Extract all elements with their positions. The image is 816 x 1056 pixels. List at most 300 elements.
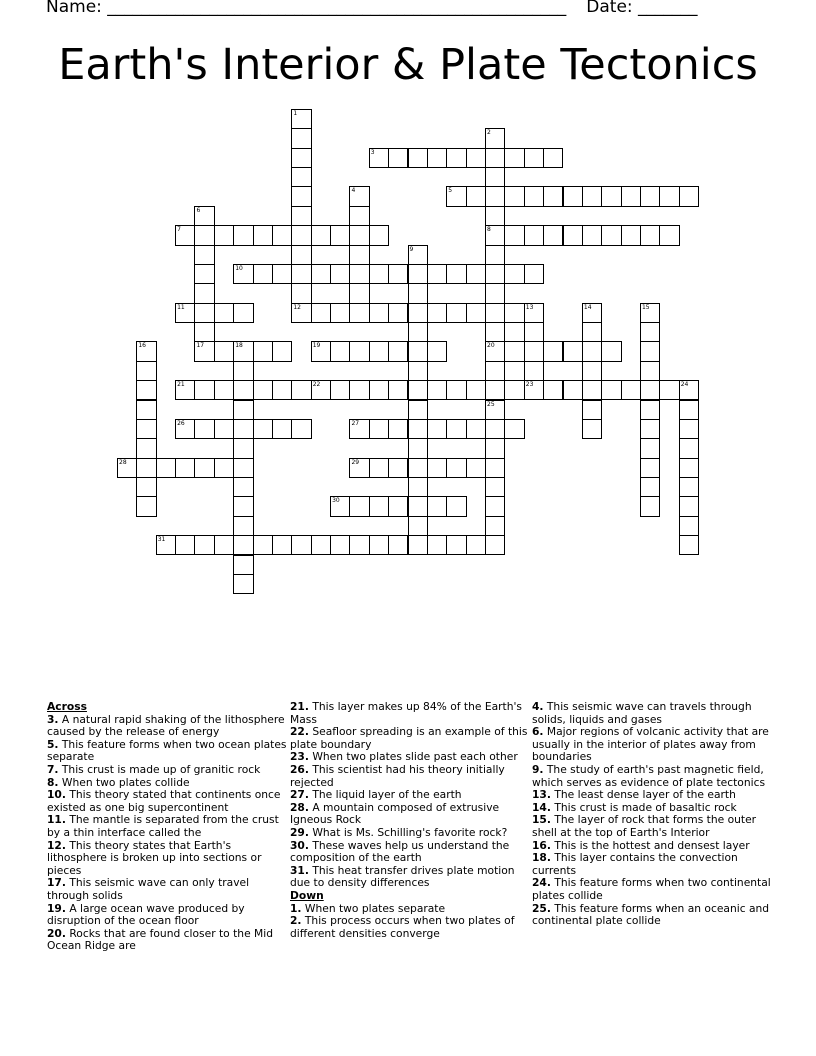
crossword-cell[interactable] (194, 380, 214, 400)
crossword-cell[interactable] (388, 496, 408, 516)
clue-text: This heat transfer drives plate motion due to density differences (290, 863, 515, 890)
crossword-cell[interactable] (408, 148, 428, 168)
crossword-cell[interactable] (311, 225, 331, 245)
cell-number: 12 (293, 303, 301, 311)
cell-number: 1 (293, 110, 298, 117)
crossword-cell[interactable] (466, 264, 486, 284)
crossword-cell[interactable] (194, 322, 214, 342)
crossword-cell[interactable] (601, 186, 621, 206)
crossword-cell[interactable] (194, 225, 214, 245)
crossword-cell[interactable] (233, 438, 253, 458)
crossword-cell[interactable] (349, 225, 369, 245)
crossword-cell[interactable] (408, 380, 428, 400)
crossword-cell[interactable] (253, 535, 273, 555)
down-clue (290, 915, 530, 940)
crossword-cell[interactable] (388, 303, 408, 323)
across-clue (47, 814, 287, 839)
crossword-cell[interactable] (233, 225, 253, 245)
crossword-cell[interactable] (679, 458, 699, 478)
clue-number: 21. (290, 700, 309, 713)
crossword-cell[interactable] (524, 148, 544, 168)
crossword-cell[interactable] (408, 535, 428, 555)
crossword-cell[interactable] (640, 361, 660, 381)
crossword-cell[interactable] (485, 264, 505, 284)
clue-number: 8. (47, 775, 59, 789)
clue-number: 18. (532, 851, 551, 865)
crossword-cell[interactable] (233, 303, 253, 323)
crossword-cell[interactable] (659, 186, 679, 206)
cell-number: 8 (487, 226, 491, 234)
crossword-cell[interactable] (369, 380, 389, 400)
crossword-cell[interactable] (504, 303, 524, 323)
crossword-cell[interactable] (408, 341, 428, 361)
clue-number: 19. (47, 901, 66, 915)
across-clue (47, 903, 287, 928)
crossword-cell[interactable] (563, 225, 583, 245)
crossword-cell[interactable] (311, 303, 331, 323)
crossword-cell[interactable] (466, 303, 486, 323)
crossword-cell[interactable] (136, 477, 156, 497)
crossword-cell[interactable] (466, 458, 486, 478)
cell-number: 15 (641, 303, 650, 311)
crossword-cell[interactable] (194, 535, 214, 555)
crossword-cell[interactable] (640, 341, 660, 361)
crossword-cell[interactable] (640, 400, 660, 420)
crossword-cell[interactable] (504, 264, 524, 284)
crossword-cell[interactable] (446, 458, 466, 478)
crossword-cell[interactable] (388, 264, 408, 284)
crossword-cell[interactable] (543, 225, 563, 245)
crossword-cell[interactable] (388, 419, 408, 439)
crossword-cell[interactable] (330, 303, 350, 323)
crossword-cell[interactable] (349, 206, 369, 226)
crossword-cell[interactable] (524, 341, 544, 361)
crossword-cell[interactable] (156, 458, 176, 478)
crossword-cell[interactable] (194, 303, 214, 323)
crossword-cell[interactable] (485, 148, 505, 168)
crossword-cell[interactable] (563, 341, 583, 361)
crossword-cell[interactable] (233, 516, 253, 536)
crossword-cell[interactable] (408, 516, 428, 536)
crossword-cell[interactable] (504, 186, 524, 206)
crossword-cell[interactable] (485, 496, 505, 516)
crossword-cell[interactable] (679, 186, 699, 206)
cell-number: 16 (138, 342, 146, 350)
crossword-cell[interactable] (408, 283, 428, 303)
crossword-cell[interactable] (408, 477, 428, 497)
crossword-cell[interactable] (621, 186, 641, 206)
crossword-cell[interactable] (194, 264, 214, 284)
clue-number: 20. (47, 926, 66, 940)
crossword-cell[interactable] (640, 380, 660, 400)
crossword-cell[interactable] (291, 419, 311, 439)
crossword-cell[interactable] (466, 419, 486, 439)
clue-number: 17. (47, 876, 66, 890)
clue-text: What is Ms. Schilling's favorite rock? (308, 825, 508, 839)
crossword-cell[interactable] (408, 438, 428, 458)
cell-number: 3 (370, 148, 375, 156)
crossword-cell[interactable] (485, 283, 505, 303)
crossword-cell[interactable] (485, 361, 505, 381)
crossword-cell[interactable] (582, 380, 602, 400)
clue-number: 29. (290, 825, 309, 839)
cell-number: 20 (487, 342, 495, 350)
crossword-cell[interactable] (233, 400, 253, 420)
crossword-cell[interactable] (272, 225, 292, 245)
clue-number: 28. (290, 800, 309, 814)
clue-text: This theory states that Earth's lithosphere is broken up into sections or pieces (47, 838, 262, 877)
crossword-cell[interactable] (504, 341, 524, 361)
crossword-cell[interactable] (291, 225, 311, 245)
crossword-cell[interactable] (582, 361, 602, 381)
crossword-cell[interactable] (291, 148, 311, 168)
clue-number: 26. (290, 762, 309, 776)
crossword-cell[interactable] (446, 496, 466, 516)
crossword-cell[interactable] (291, 283, 311, 303)
clues-column-3 (532, 701, 772, 928)
crossword-cell[interactable] (388, 341, 408, 361)
cell-number: 13 (525, 303, 534, 311)
crossword-cell[interactable] (194, 245, 214, 265)
crossword-cell[interactable] (485, 380, 505, 400)
across-clue (47, 739, 287, 764)
crossword-cell[interactable] (233, 477, 253, 497)
down-clue (532, 877, 772, 902)
crossword-cell[interactable] (349, 283, 369, 303)
crossword-cell[interactable] (194, 458, 214, 478)
crossword-cell[interactable] (175, 535, 195, 555)
crossword-cell[interactable] (659, 380, 679, 400)
crossword-cell[interactable] (136, 438, 156, 458)
crossword-cell[interactable] (369, 496, 389, 516)
crossword-cell[interactable] (136, 496, 156, 516)
crossword-cell[interactable] (136, 400, 156, 420)
crossword-cell[interactable] (485, 458, 505, 478)
clue-text: Seafloor spreading is an example of this plate boundary (290, 725, 528, 751)
crossword-cell[interactable] (369, 225, 389, 245)
name-field[interactable]: Name: ______________________________________________________ (46, 0, 567, 17)
crossword-cell[interactable] (330, 264, 350, 284)
crossword-cell[interactable] (214, 458, 234, 478)
crossword-cell[interactable] (485, 322, 505, 342)
crossword-cell[interactable] (679, 535, 699, 555)
crossword-cell[interactable] (466, 535, 486, 555)
crossword-cell[interactable] (349, 535, 369, 555)
clue-text: This process occurs when two plates of different densities converge (290, 914, 515, 940)
crossword-cell[interactable] (408, 303, 428, 323)
cell-number: 30 (332, 497, 340, 505)
crossword-cell[interactable] (330, 341, 350, 361)
crossword-cell[interactable] (563, 380, 583, 400)
crossword-cell[interactable] (272, 341, 292, 361)
crossword-cell[interactable] (369, 458, 389, 478)
cell-number: 17 (196, 342, 205, 350)
crossword-cell[interactable] (349, 264, 369, 284)
crossword-cell[interactable] (253, 264, 273, 284)
crossword-cell[interactable] (311, 535, 331, 555)
clue-text: This scientist had his theory initially rejected (290, 762, 505, 789)
crossword-cell[interactable] (640, 496, 660, 516)
clue-text: This layer makes up 84% of the Earth's Mass (290, 700, 522, 726)
clue-text: Rocks that are found closer to the Mid Ocean Ridge are (47, 926, 274, 953)
clue-text: This layer contains the convection currents (532, 851, 738, 877)
crossword-cell[interactable] (640, 458, 660, 478)
crossword-cell[interactable] (485, 186, 505, 206)
crossword-cell[interactable] (233, 555, 253, 575)
across-clue (47, 928, 287, 953)
crossword-cell[interactable] (330, 535, 350, 555)
clue-number: 10. (47, 788, 66, 802)
crossword-cell[interactable] (679, 477, 699, 497)
crossword-cell[interactable] (388, 535, 408, 555)
crossword-cell[interactable] (272, 535, 292, 555)
crossword-cell[interactable] (485, 438, 505, 458)
crossword-cell[interactable] (427, 341, 447, 361)
crossword-cell[interactable] (427, 458, 447, 478)
crossword-cell[interactable] (272, 380, 292, 400)
crossword-cell[interactable] (349, 303, 369, 323)
across-clue (290, 701, 530, 726)
crossword-cell[interactable] (330, 225, 350, 245)
crossword-cell[interactable] (136, 361, 156, 381)
crossword-cell[interactable] (233, 361, 253, 381)
crossword-cell[interactable] (136, 419, 156, 439)
crossword-cell[interactable] (485, 477, 505, 497)
crossword-cell[interactable] (524, 361, 544, 381)
crossword-cell[interactable] (253, 419, 273, 439)
crossword-cell[interactable] (427, 535, 447, 555)
crossword-cell[interactable] (253, 225, 273, 245)
page-title: Earth's Interior & Plate Tectonics (58, 40, 758, 90)
crossword-cell[interactable] (311, 264, 331, 284)
crossword-cell[interactable] (601, 225, 621, 245)
crossword-cell[interactable] (504, 380, 524, 400)
crossword-cell[interactable] (582, 322, 602, 342)
crossword-cell[interactable] (582, 419, 602, 439)
crossword-cell[interactable] (253, 380, 273, 400)
crossword-cell[interactable] (640, 419, 660, 439)
crossword-cell[interactable] (175, 458, 195, 478)
crossword-cell[interactable] (582, 341, 602, 361)
clue-number: 14. (532, 800, 551, 814)
crossword-cell[interactable] (388, 458, 408, 478)
crossword-cell[interactable] (291, 380, 311, 400)
down-heading: Down (290, 888, 324, 902)
cell-number: 2 (487, 129, 491, 137)
across-clue (290, 802, 530, 827)
crossword-cell[interactable] (524, 322, 544, 342)
crossword-cell[interactable] (233, 496, 253, 516)
crossword-cell[interactable] (524, 264, 544, 284)
crossword-cell[interactable] (504, 225, 524, 245)
crossword-cell[interactable] (291, 128, 311, 148)
crossword-cell[interactable] (388, 380, 408, 400)
crossword-cell[interactable] (485, 206, 505, 226)
crossword-cell[interactable] (485, 535, 505, 555)
cell-number: 29 (351, 458, 360, 466)
crossword-cell[interactable] (485, 303, 505, 323)
crossword-cell[interactable] (659, 225, 679, 245)
date-field[interactable]: Date: _______ (586, 0, 698, 17)
crossword-cell[interactable] (582, 225, 602, 245)
cell-number: 27 (351, 419, 360, 427)
clue-text: This feature forms when an oceanic and continental plate collide (532, 901, 770, 928)
crossword-cell[interactable] (427, 264, 447, 284)
clue-number: 15. (532, 813, 551, 827)
crossword-cell[interactable] (388, 148, 408, 168)
crossword-cell[interactable] (485, 516, 505, 536)
crossword-cell[interactable] (621, 380, 641, 400)
crossword-cell[interactable] (446, 535, 466, 555)
crossword-cell[interactable] (408, 322, 428, 342)
crossword-cell[interactable] (214, 303, 234, 323)
crossword-cell[interactable] (233, 458, 253, 478)
crossword-cell[interactable] (408, 264, 428, 284)
crossword-cell[interactable] (524, 186, 544, 206)
clue-text: Major regions of volcanic activity that are usually in the interior of plates away from boundaries (532, 725, 769, 764)
crossword-cell[interactable] (272, 264, 292, 284)
crossword-cell[interactable] (214, 341, 234, 361)
across-clue (47, 877, 287, 902)
clue-number: 9. (532, 762, 544, 776)
crossword-cell[interactable] (214, 380, 234, 400)
crossword-cell[interactable] (291, 186, 311, 206)
crossword-cell[interactable] (349, 496, 369, 516)
crossword-cell[interactable] (214, 535, 234, 555)
cell-number: 18 (235, 342, 243, 350)
down-clue (532, 814, 772, 839)
crossword-cell[interactable] (640, 477, 660, 497)
crossword-cell[interactable] (349, 341, 369, 361)
crossword-cell[interactable] (369, 535, 389, 555)
down-clue (532, 903, 772, 928)
crossword-cell[interactable] (543, 148, 563, 168)
crossword-cell[interactable] (291, 167, 311, 187)
crossword-cell[interactable] (233, 419, 253, 439)
crossword-cell[interactable] (427, 303, 447, 323)
crossword-cell[interactable] (679, 438, 699, 458)
crossword-cell[interactable] (485, 167, 505, 187)
crossword-cell[interactable] (136, 458, 156, 478)
crossword-cell[interactable] (369, 303, 389, 323)
crossword-cell[interactable] (233, 535, 253, 555)
crossword-cell[interactable] (446, 380, 466, 400)
crossword-cell[interactable] (543, 186, 563, 206)
cell-number: 7 (177, 226, 181, 234)
crossword-cell[interactable] (543, 341, 563, 361)
crossword-cell[interactable] (679, 496, 699, 516)
crossword-cell[interactable] (194, 283, 214, 303)
crossword-cell[interactable] (427, 148, 447, 168)
clue-text: This crust is made of basaltic rock (550, 800, 737, 814)
across-clue (290, 726, 530, 751)
crossword-cell[interactable] (369, 341, 389, 361)
crossword-cell[interactable] (253, 341, 273, 361)
crossword-cell[interactable] (601, 341, 621, 361)
crossword-cell[interactable] (466, 186, 486, 206)
crossword-cell[interactable] (214, 419, 234, 439)
crossword-cell[interactable] (427, 496, 447, 516)
crossword-cell[interactable] (427, 380, 447, 400)
crossword-cell[interactable] (524, 225, 544, 245)
crossword-cell[interactable] (504, 419, 524, 439)
clue-text: This theory stated that continents once existed as one big supercontinent (47, 788, 281, 814)
crossword-cell[interactable] (272, 419, 292, 439)
crossword-cell[interactable] (291, 245, 311, 265)
crossword-cell[interactable] (330, 380, 350, 400)
crossword-cell[interactable] (640, 322, 660, 342)
across-clue (47, 840, 287, 878)
crossword-cell[interactable] (504, 148, 524, 168)
crossword-cell[interactable] (233, 380, 253, 400)
clue-number: 24. (532, 876, 551, 890)
clue-text: The least dense layer of the earth (550, 788, 736, 802)
crossword-cell[interactable] (408, 496, 428, 516)
crossword-cell[interactable] (194, 419, 214, 439)
crossword-cell[interactable] (679, 516, 699, 536)
clue-number: 16. (532, 838, 551, 852)
crossword-cell[interactable] (601, 380, 621, 400)
cell-number: 5 (448, 187, 453, 195)
across-clue (290, 764, 530, 789)
crossword-cell[interactable] (679, 400, 699, 420)
crossword-cell[interactable] (485, 419, 505, 439)
crossword-cell[interactable] (446, 264, 466, 284)
clue-text: The study of earth's past magnetic field, which serves as evidence of plate tectonics (532, 762, 766, 789)
crossword-cell[interactable] (291, 264, 311, 284)
crossword-cell[interactable] (466, 148, 486, 168)
crossword-cell[interactable] (408, 458, 428, 478)
clue-number: 11. (47, 813, 66, 827)
crossword-cell[interactable] (369, 419, 389, 439)
crossword-cell[interactable] (408, 419, 428, 439)
crossword-cell[interactable] (640, 225, 660, 245)
crossword-cell[interactable] (621, 225, 641, 245)
crossword-cell[interactable] (369, 264, 389, 284)
crossword-cell[interactable] (543, 380, 563, 400)
clue-number: 13. (532, 788, 551, 802)
cell-number: 23 (525, 381, 534, 389)
down-clue (532, 726, 772, 764)
crossword-cell[interactable] (582, 400, 602, 420)
crossword-cell[interactable] (408, 361, 428, 381)
crossword-cell[interactable] (563, 186, 583, 206)
crossword-cell[interactable] (349, 380, 369, 400)
crossword-cell[interactable] (291, 535, 311, 555)
across-clue (47, 714, 287, 739)
crossword-cell[interactable] (679, 419, 699, 439)
crossword-cell[interactable] (446, 148, 466, 168)
crossword-cell[interactable] (291, 206, 311, 226)
cell-number: 31 (157, 536, 166, 544)
crossword-cell[interactable] (349, 245, 369, 265)
crossword-cell[interactable] (136, 380, 156, 400)
crossword-cell[interactable] (446, 419, 466, 439)
crossword-cell[interactable] (582, 186, 602, 206)
clue-text: These waves help us understand the composition of the earth (290, 838, 510, 865)
crossword-cell[interactable] (446, 303, 466, 323)
crossword-cell[interactable] (214, 225, 234, 245)
down-clue (532, 764, 772, 789)
crossword-cell[interactable] (233, 574, 253, 594)
crossword-cell[interactable] (640, 438, 660, 458)
cell-number: 11 (177, 303, 185, 311)
crossword-cell[interactable] (466, 380, 486, 400)
crossword-cell[interactable] (408, 400, 428, 420)
crossword-cell[interactable] (427, 419, 447, 439)
crossword-cell[interactable] (485, 245, 505, 265)
crossword-cell[interactable] (640, 186, 660, 206)
